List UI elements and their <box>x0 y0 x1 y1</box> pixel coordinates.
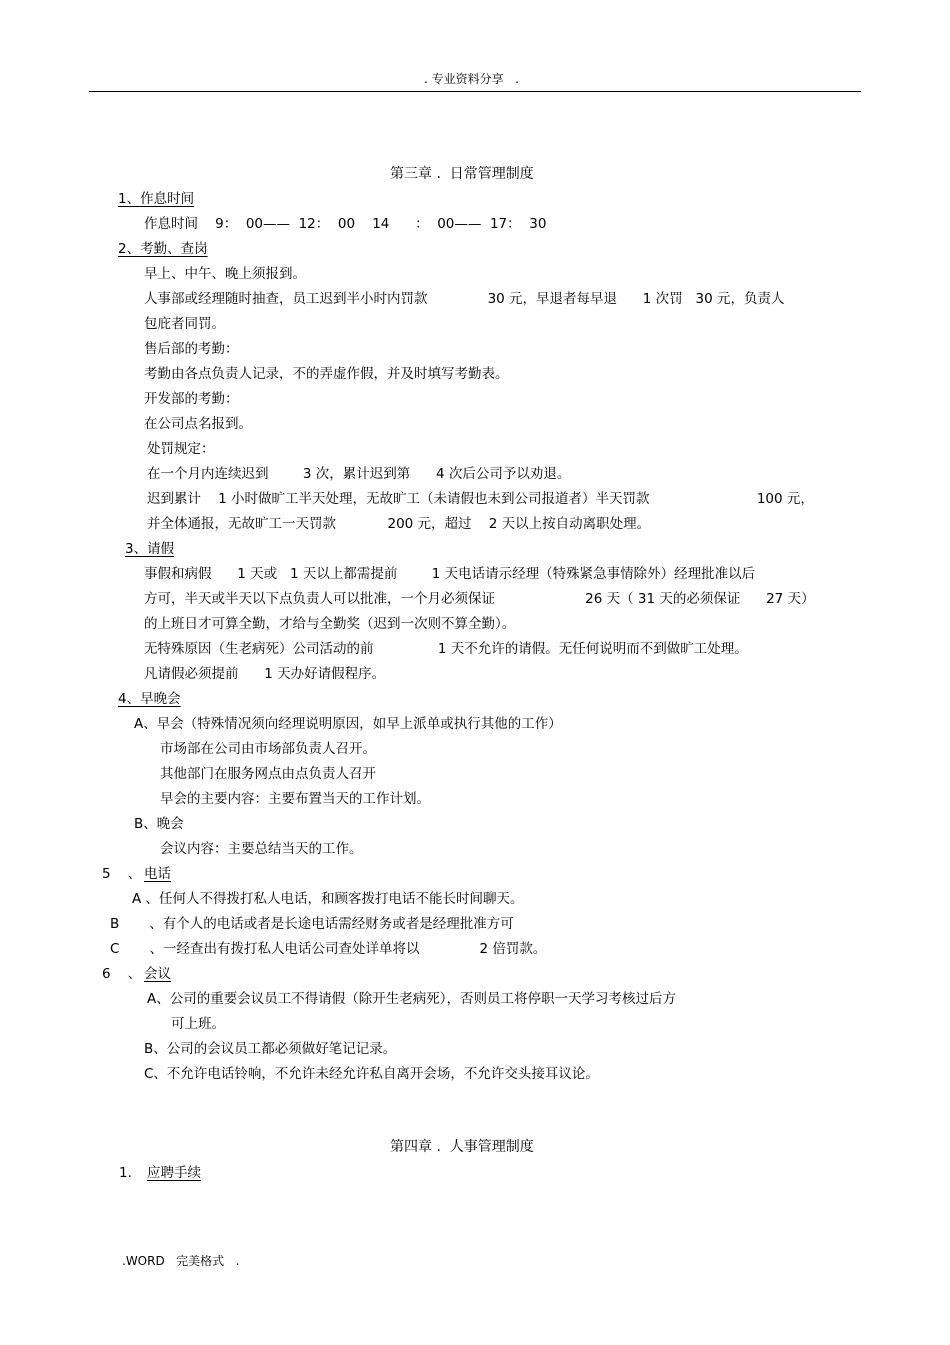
section-2-line-2: 人事部或经理随时抽查，员工迟到半小时内罚款 30 元，早退者每早退 1 次罚 30 元，负责人 <box>144 291 785 307</box>
section-3-line-2: 方可，半天或半天以下点负责人可以批准，一个月必须保证 26 天（ 31 天的必须保证 27 天） <box>144 591 815 607</box>
section-6-item-a-line-2: 可上班。 <box>171 1016 225 1032</box>
section-4-item-a-line-2: 其他部门在服务网点由点负责人召开 <box>160 766 376 782</box>
section-2-line-6: 开发部的考勤： <box>144 391 239 407</box>
section-6-label: 会议 <box>144 966 171 982</box>
section-5-label: 电话 <box>144 866 171 882</box>
section-1-line-1: 作息时间 9： 00—— 12： 00 14 ： 00—— 17： 30 <box>144 216 547 232</box>
section-3-line-3: 的上班日才可算全勤，才给与全勤奖（迟到一次则不算全勤）。 <box>144 616 516 632</box>
section-3-line-4: 无特殊原因（生老病死）公司活动的前 1 天不允许的请假。无任何说明而不到做旷工处理。 <box>144 641 748 657</box>
section-5-number: 5 、 <box>102 866 142 882</box>
section-5-item-a: A 、任何人不得拨打私人电话，和顾客拨打电话不能长时间聊天。 <box>132 891 524 907</box>
section-6-item-b: B、公司的会议员工都必须做好笔记记录。 <box>144 1041 397 1057</box>
section-5-item-c: C 、一经查出有拨打私人电话公司查处详单将以 2 倍罚款。 <box>110 941 547 957</box>
section-4-item-a: A、早会（特殊情况须向经理说明原因，如早上派单或执行其他的工作） <box>134 716 562 732</box>
section-4-item-b-line-1: 会议内容：主要总结当天的工作。 <box>160 841 363 857</box>
section-6-item-a: A、公司的重要会议员工不得请假（除开生老病死），否则员工将停职一天学习考核过后方 <box>147 991 676 1007</box>
section-3-label: 3、请假 <box>125 541 175 557</box>
section-2-line-1: 早上、中午、晚上须报到。 <box>144 266 306 282</box>
section-4-label: 4、早晚会 <box>118 691 181 707</box>
page-footer: .WORD 完美格式 . <box>122 1254 240 1268</box>
section-2-line-10: 迟到累计 1 小时做旷工半天处理，无故旷工（未请假也未到公司报道者）半天罚款 100 元， <box>147 491 814 507</box>
header-rule <box>89 91 861 92</box>
section-2-line-11: 并全体通报，无故旷工一天罚款 200 元，超过 2 天以上按自动离职处理。 <box>147 516 651 532</box>
chapter4-section-1-number: 1. <box>119 1165 141 1181</box>
section-6-number: 6 、 <box>102 966 142 982</box>
section-2-line-7: 在公司点名报到。 <box>144 416 252 432</box>
section-5-item-b: B 、有个人的电话或者是长途电话需经财务或者是经理批准方可 <box>110 916 514 932</box>
section-2-line-5: 考勤由各点负责人记录，不的弄虚作假，并及时填写考勤表。 <box>144 366 509 382</box>
page-header: . 专业资料分享 . <box>424 72 519 86</box>
section-4-item-a-line-1: 市场部在公司由市场部负责人召开。 <box>160 741 376 757</box>
section-4-item-b: B、晚会 <box>134 816 184 832</box>
chapter4-section-1-label: 应聘手续 <box>147 1165 201 1181</box>
section-3-line-5: 凡请假必须提前 1 天办好请假程序。 <box>144 666 386 682</box>
section-2-line-8: 处罚规定： <box>147 441 215 457</box>
chapter4-title: 第四章 . 人事管理制度 <box>390 1139 534 1155</box>
section-2-line-3: 包庇者同罚。 <box>144 316 225 332</box>
chapter3-title: 第三章 . 日常管理制度 <box>390 166 534 182</box>
section-2-line-9: 在一个月内连续迟到 3 次，累计迟到第 4 次后公司予以劝退。 <box>147 466 571 482</box>
section-4-item-a-line-3: 早会的主要内容：主要布置当天的工作计划。 <box>160 791 430 807</box>
section-3-line-1: 事假和病假 1 天或 1 天以上都需提前 1 天电话请示经理（特殊紧急事情除外）经理批准以后 <box>144 566 756 582</box>
section-1-label: 1、作息时间 <box>118 191 195 207</box>
section-2-line-4: 售后部的考勤： <box>144 341 239 357</box>
section-2-label: 2、考勤、查岗 <box>118 241 208 257</box>
section-6-item-c: C、不允许电话铃响，不允许未经允许私自离开会场，不允许交头接耳议论。 <box>144 1066 599 1082</box>
